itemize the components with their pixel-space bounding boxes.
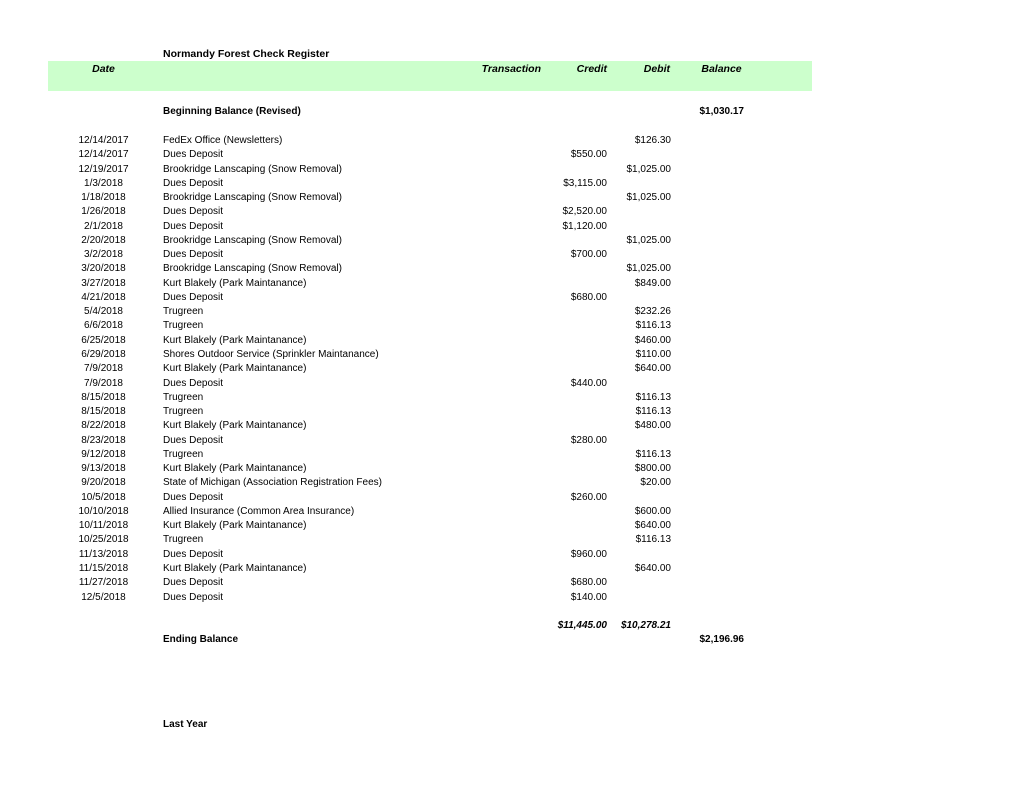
row-date: 8/22/2018	[81, 420, 126, 432]
row-credit: $680.00	[570, 577, 607, 589]
row-date: 12/5/2018	[81, 591, 126, 603]
row-debit: $1,025.00	[626, 163, 671, 175]
row-transaction: Shores Outdoor Service (Sprinkler Maintanance)	[163, 348, 379, 360]
row-transaction: Dues Deposit	[163, 177, 224, 189]
row-debit: $116.13	[635, 320, 671, 332]
row-date: 5/4/2018	[84, 306, 123, 318]
row-transaction: Kurt Blakely (Park Maintanance)	[163, 334, 307, 346]
row-transaction: Brookridge Lanscaping (Snow Removal)	[163, 263, 342, 275]
row-date: 11/15/2018	[78, 562, 129, 574]
table-row	[0, 448, 1035, 462]
row-transaction: Trugreen	[163, 320, 204, 332]
row-transaction: Trugreen	[163, 406, 204, 418]
row-date: 6/6/2018	[84, 320, 123, 332]
row-transaction: Dues Deposit	[163, 548, 224, 560]
row-debit: $1,025.00	[626, 234, 671, 246]
table-row	[0, 462, 1035, 476]
table-row	[0, 163, 1035, 177]
row-date: 7/9/2018	[84, 377, 123, 389]
column-header-debit: Debit	[643, 63, 670, 75]
table-row	[0, 148, 1035, 162]
table-row	[0, 419, 1035, 433]
row-credit: $260.00	[570, 491, 607, 503]
row-debit: $460.00	[634, 334, 671, 346]
row-credit: $680.00	[570, 291, 607, 303]
table-row	[0, 591, 1035, 605]
row-date: 8/23/2018	[81, 434, 126, 446]
row-date: 3/20/2018	[81, 263, 126, 275]
row-date: 3/27/2018	[81, 277, 126, 289]
row-transaction: Kurt Blakely (Park Maintanance)	[163, 520, 307, 532]
row-credit: $1,120.00	[562, 220, 607, 232]
row-transaction: Dues Deposit	[163, 377, 224, 389]
table-row	[0, 277, 1035, 291]
row-transaction: Kurt Blakely (Park Maintanance)	[163, 363, 307, 375]
table-row	[0, 205, 1035, 219]
row-debit: $640.00	[634, 363, 671, 375]
row-credit: $3,115.00	[563, 177, 607, 189]
row-debit: $126.30	[634, 135, 671, 146]
row-date: 12/19/2017	[78, 163, 129, 175]
row-date: 9/12/2018	[81, 448, 126, 460]
row-debit: $600.00	[634, 505, 671, 517]
row-transaction: Allied Insurance (Common Area Insurance)	[163, 505, 355, 517]
table-row	[0, 533, 1035, 547]
row-date: 6/29/2018	[81, 348, 126, 360]
table-row	[0, 377, 1035, 391]
row-transaction: Kurt Blakely (Park Maintanance)	[163, 463, 307, 475]
row-date: 6/25/2018	[81, 334, 126, 346]
row-transaction: Kurt Blakely (Park Maintanance)	[163, 420, 307, 432]
row-transaction: Dues Deposit	[163, 491, 224, 503]
row-transaction: Trugreen	[163, 534, 204, 546]
total-debit: $10,278.21	[620, 620, 671, 631]
transaction-list	[0, 134, 1035, 605]
beginning-balance-label: Beginning Balance (Revised)	[163, 106, 301, 117]
row-credit: $280.00	[570, 434, 607, 446]
row-debit: $849.00	[634, 277, 671, 289]
row-credit: $2,520.00	[562, 206, 607, 218]
row-transaction: Brookridge Lanscaping (Snow Removal)	[163, 163, 342, 175]
beginning-balance-value: $1,030.17	[699, 106, 744, 117]
column-header-date: Date	[92, 63, 115, 75]
table-row	[0, 519, 1035, 533]
row-transaction: Brookridge Lanscaping (Snow Removal)	[163, 192, 342, 204]
table-row	[0, 334, 1035, 348]
row-date: 1/18/2018	[81, 192, 126, 204]
row-transaction: FedEx Office (Newsletters)	[163, 135, 283, 146]
row-date: 10/25/2018	[78, 534, 129, 546]
table-row	[0, 434, 1035, 448]
row-transaction: Kurt Blakely (Park Maintanance)	[163, 277, 307, 289]
table-row	[0, 234, 1035, 248]
row-debit: $1,025.00	[626, 192, 671, 204]
row-date: 12/14/2017	[78, 135, 129, 146]
table-row	[0, 491, 1035, 505]
table-row	[0, 562, 1035, 576]
row-transaction: Dues Deposit	[163, 220, 224, 232]
table-row	[0, 177, 1035, 191]
row-debit: $640.00	[634, 562, 671, 574]
row-transaction: Trugreen	[163, 391, 204, 403]
row-credit: $550.00	[570, 149, 607, 161]
row-credit: $960.00	[570, 548, 607, 560]
row-date: 9/20/2018	[81, 477, 126, 489]
table-row	[0, 319, 1035, 333]
row-date: 3/2/2018	[84, 249, 123, 261]
row-date: 8/15/2018	[81, 391, 126, 403]
row-debit: $116.13	[635, 391, 671, 403]
table-row	[0, 505, 1035, 519]
row-date: 1/3/2018	[84, 177, 123, 189]
table-row	[0, 220, 1035, 234]
table-row	[0, 576, 1035, 590]
row-credit: $700.00	[570, 249, 607, 261]
table-row	[0, 134, 1035, 148]
row-credit: $440.00	[570, 377, 607, 389]
row-debit: $116.13	[635, 534, 671, 546]
last-year-label: Last Year	[163, 719, 208, 730]
table-row	[0, 348, 1035, 362]
row-debit: $640.00	[634, 520, 671, 532]
table-row	[0, 362, 1035, 376]
ending-balance-value: $2,196.96	[699, 634, 744, 645]
row-date: 10/11/2018	[78, 520, 129, 532]
row-debit: $116.13	[635, 448, 671, 460]
row-debit: $110.00	[635, 348, 671, 360]
column-header-credit: Credit	[576, 63, 607, 75]
column-header-balance: Balance	[701, 63, 742, 75]
table-row	[0, 548, 1035, 562]
row-transaction: Trugreen	[163, 448, 204, 460]
row-transaction: Brookridge Lanscaping (Snow Removal)	[163, 234, 342, 246]
row-date: 10/5/2018	[81, 491, 126, 503]
row-date: 4/21/2018	[81, 291, 126, 303]
row-transaction: Trugreen	[163, 306, 204, 318]
table-row	[0, 391, 1035, 405]
register-title: Normandy Forest Check Register	[163, 48, 330, 60]
row-debit: $480.00	[634, 420, 671, 432]
table-row	[0, 291, 1035, 305]
total-credit: $11,445.00	[557, 620, 607, 631]
table-row	[0, 262, 1035, 276]
row-debit: $232.26	[634, 306, 671, 318]
table-row	[0, 405, 1035, 419]
row-date: 12/14/2017	[78, 149, 129, 161]
table-row	[0, 191, 1035, 205]
row-transaction: Dues Deposit	[163, 291, 224, 303]
row-date: 7/9/2018	[84, 363, 123, 375]
row-date: 11/27/2018	[78, 577, 129, 589]
row-transaction: Dues Deposit	[163, 591, 224, 603]
row-transaction: Dues Deposit	[163, 149, 224, 161]
row-date: 1/26/2018	[81, 206, 126, 218]
row-date: 2/20/2018	[81, 234, 126, 246]
row-debit: $1,025.00	[626, 263, 671, 275]
row-transaction: Dues Deposit	[163, 249, 224, 261]
row-date: 8/15/2018	[81, 406, 126, 418]
row-date: 2/1/2018	[84, 220, 123, 232]
row-date: 10/10/2018	[78, 505, 129, 517]
ending-balance-label: Ending Balance	[163, 634, 239, 645]
table-row	[0, 248, 1035, 262]
row-transaction: Dues Deposit	[163, 434, 224, 446]
row-debit: $116.13	[635, 406, 671, 418]
row-transaction: State of Michigan (Association Registration Fees)	[163, 477, 382, 489]
table-row	[0, 476, 1035, 490]
table-row	[0, 305, 1035, 319]
row-date: 9/13/2018	[81, 463, 126, 475]
row-date: 11/13/2018	[78, 548, 129, 560]
row-transaction: Dues Deposit	[163, 206, 224, 218]
row-debit: $20.00	[640, 477, 671, 489]
row-transaction: Kurt Blakely (Park Maintanance)	[163, 562, 307, 574]
column-header-transaction: Transaction	[481, 63, 541, 75]
row-transaction: Dues Deposit	[163, 577, 224, 589]
row-credit: $140.00	[570, 591, 607, 603]
row-debit: $800.00	[634, 463, 671, 475]
